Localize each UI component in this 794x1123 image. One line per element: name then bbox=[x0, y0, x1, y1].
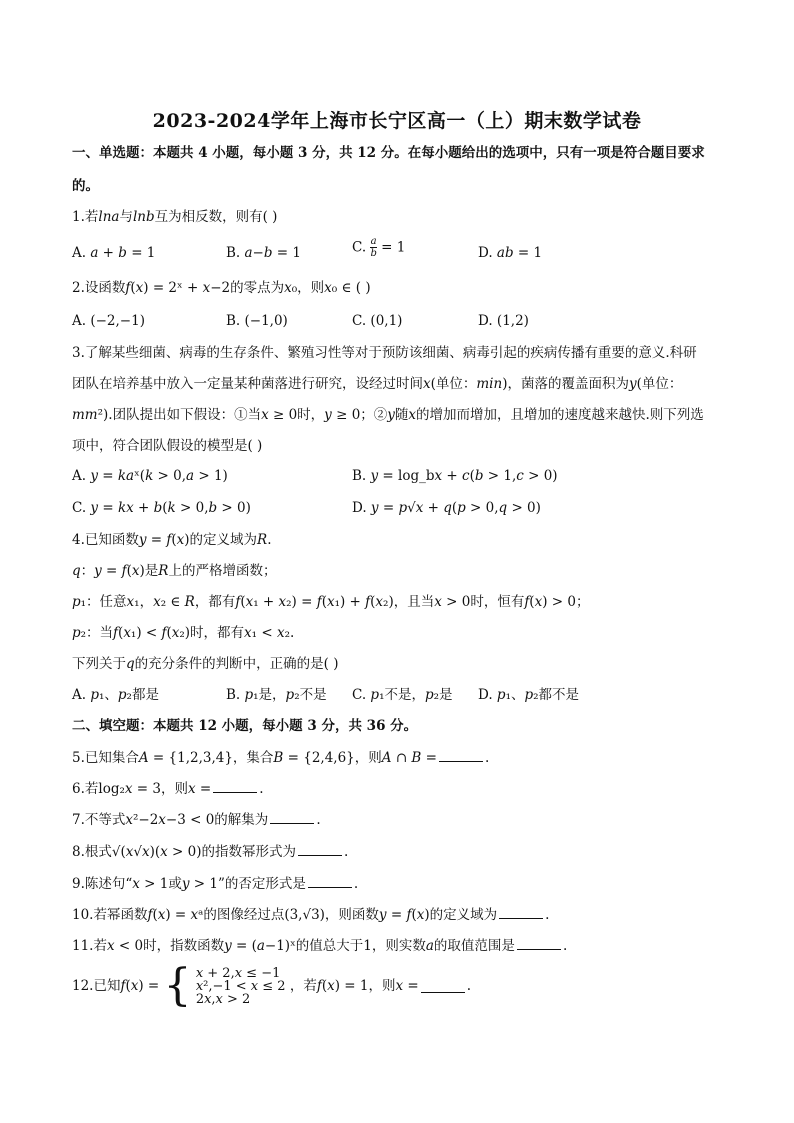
q9-end: . bbox=[353, 876, 359, 892]
question-4-line5: 下列关于𝑞的充分条件的判断中，正确的是( ) bbox=[72, 656, 339, 672]
q1-c-numerator: 𝑎 bbox=[370, 236, 377, 247]
section-1-heading-line1: 一、单选题：本题共 4 小题，每小题 3 分，共 12 分。在每小题给出的选项中，只有一项是符合题目要求 bbox=[72, 145, 705, 161]
q1-c-denominator: 𝑏 bbox=[370, 248, 377, 259]
q6-text: 6.若log₂𝑥 = 3，则𝑥 = bbox=[72, 781, 212, 797]
q10-end: . bbox=[545, 907, 550, 923]
question-10 bbox=[72, 905, 549, 925]
question-3-line3: 𝑚𝑚²).团队提出如下假设：①当𝑥 ≥ 0时，𝑦 ≥ 0；②𝑦随𝑥的增加而增加，且增加的速度越来越快.则下列选 bbox=[72, 407, 704, 423]
q1-c-prefix: C. bbox=[352, 239, 367, 256]
q6-answer-blank[interactable] bbox=[213, 780, 257, 793]
q1-option-a: A. 𝑎 + 𝑏 = 1 bbox=[72, 245, 156, 261]
q10-text: 10.若幂函数𝑓(𝑥) = 𝑥ᵃ的图像经过点(3,√3)，则函数𝑦 = 𝑓(𝑥)的定义域为 bbox=[72, 907, 498, 923]
question-8 bbox=[72, 842, 348, 862]
q12-piece-2: 𝑥²,−1 < 𝑥 ≤ 2 bbox=[195, 978, 286, 994]
q12-answer-blank[interactable] bbox=[421, 980, 465, 993]
question-3-line2: 团队在培养基中放入一定量某种菌落进行研究，设经过时间𝑥(单位：𝑚𝑖𝑛)，菌落的覆盖面积为𝑦(单位： bbox=[72, 376, 683, 392]
question-4-line2: 𝑞：𝑦 = 𝑓(𝑥)是𝑅上的严格增函数； bbox=[72, 563, 277, 579]
q12-text: 12.已知𝑓(𝑥) = bbox=[72, 978, 160, 994]
question-4-line1: 4.已知函数𝑦 = 𝑓(𝑥)的定义域为𝑅. bbox=[72, 532, 272, 548]
q6-end: . bbox=[259, 781, 264, 797]
question-2-stem: 2.设函数𝑓(𝑥) = 2ˣ + 𝑥−2的零点为𝑥₀，则𝑥₀ ∈ ( ) bbox=[72, 280, 371, 296]
q2-option-a: A. (−2,−1) bbox=[72, 313, 145, 329]
question-3-line4: 项中，符合团队假设的模型是( ) bbox=[72, 438, 263, 454]
q9-answer-blank[interactable] bbox=[308, 875, 352, 888]
question-3-line1: 3.了解某些细菌、病毒的生存条件、繁殖习性等对于预防该细菌、病毒引起的疾病传播有重要的意义.科研 bbox=[72, 345, 697, 361]
q1-c-fraction bbox=[370, 236, 376, 259]
q1-c-suffix: = 1 bbox=[381, 239, 406, 256]
q4-option-a: A. 𝑝₁、𝑝₂都是 bbox=[72, 687, 159, 703]
q2-option-b: B. (−1,0) bbox=[226, 313, 288, 329]
question-12 bbox=[72, 960, 472, 1011]
q8-end: . bbox=[343, 844, 349, 860]
page-title: 2023-2024学年上海市长宁区高一（上）期末数学试卷 bbox=[152, 110, 642, 132]
question-7 bbox=[72, 810, 321, 830]
section-1-heading-line2: 的。 bbox=[72, 178, 99, 194]
q4-option-b: B. 𝑝₁是，𝑝₂不是 bbox=[226, 687, 327, 703]
q12-brace: { bbox=[163, 960, 192, 1011]
q7-answer-blank[interactable] bbox=[270, 811, 314, 824]
q4-option-c: C. 𝑝₁不是，𝑝₂是 bbox=[352, 687, 453, 703]
q9-text: 9.陈述句“𝑥 > 1或𝑦 > 1”的否定形式是 bbox=[72, 876, 306, 892]
q3-option-d: D. 𝑦 = 𝑝√𝑥 + 𝑞(𝑝 > 0,𝑞 > 0) bbox=[352, 500, 541, 516]
q1-option-b: B. 𝑎−𝑏 = 1 bbox=[226, 245, 301, 261]
section-2-heading: 二、填空题：本题共 12 小题，每小题 3 分，共 36 分。 bbox=[72, 718, 418, 734]
question-9 bbox=[72, 874, 358, 894]
q7-text: 7.不等式𝑥²−2𝑥−3 < 0的解集为 bbox=[72, 812, 269, 828]
q2-option-c: C. (0,1) bbox=[352, 313, 403, 329]
q5-end: . bbox=[484, 750, 490, 766]
q8-answer-blank[interactable] bbox=[298, 843, 342, 856]
q12-piece-1: 𝑥 + 2,𝑥 ≤ −1 bbox=[195, 965, 281, 981]
question-6 bbox=[72, 779, 264, 799]
question-4-line3: 𝑝₁：任意𝑥₁，𝑥₂ ∈ 𝑅，都有𝑓(𝑥₁ + 𝑥₂) = 𝑓(𝑥₁) + 𝑓(𝑥₂)，且当𝑥 > 0时，恒有𝑓(𝑥) > 0； bbox=[72, 594, 590, 610]
q12-piece-3: 2𝑥,𝑥 > 2 bbox=[195, 991, 251, 1007]
q1-option-c bbox=[352, 236, 405, 259]
q12-condition: ，若𝑓(𝑥) = 1，则𝑥 = bbox=[289, 978, 419, 994]
q5-text: 5.已知集合𝐴 = {1,2,3,4}，集合𝐵 = {2,4,6}，则𝐴 ∩ 𝐵 = bbox=[72, 750, 437, 766]
q4-option-d: D. 𝑝₁、𝑝₂都不是 bbox=[478, 687, 580, 703]
q12-end: . bbox=[466, 978, 472, 994]
q5-answer-blank[interactable] bbox=[439, 749, 483, 762]
question-5 bbox=[72, 748, 489, 768]
question-1-stem: 1.若𝑙𝑛𝑎与𝑙𝑛𝑏互为相反数，则有( ) bbox=[72, 209, 278, 225]
q3-option-a: A. 𝑦 = 𝑘𝑎ˣ(𝑘 > 0,𝑎 > 1) bbox=[72, 468, 228, 484]
question-11 bbox=[72, 936, 567, 956]
q12-pieces bbox=[196, 967, 286, 1006]
q3-option-b: B. 𝑦 = log_b𝑥 + 𝑐(𝑏 > 1,𝑐 > 0) bbox=[352, 468, 558, 484]
q8-text: 8.根式√(𝑥√𝑥)(𝑥 > 0)的指数幂形式为 bbox=[72, 844, 296, 860]
q7-end: . bbox=[316, 812, 321, 828]
q1-option-d: D. 𝑎𝑏 = 1 bbox=[478, 245, 543, 261]
q2-option-d: D. (1,2) bbox=[478, 313, 529, 329]
q3-option-c: C. 𝑦 = 𝑘𝑥 + 𝑏(𝑘 > 0,𝑏 > 0) bbox=[72, 500, 251, 516]
q11-answer-blank[interactable] bbox=[517, 937, 561, 950]
q11-text: 11.若𝑥 < 0时，指数函数𝑦 = (𝑎−1)ˣ的值总大于1，则实数𝑎的取值范围是 bbox=[72, 938, 515, 954]
q10-answer-blank[interactable] bbox=[499, 906, 543, 919]
q11-end: . bbox=[562, 938, 568, 954]
question-4-line4: 𝑝₂：当𝑓(𝑥₁) < 𝑓(𝑥₂)时，都有𝑥₁ < 𝑥₂. bbox=[72, 625, 295, 641]
